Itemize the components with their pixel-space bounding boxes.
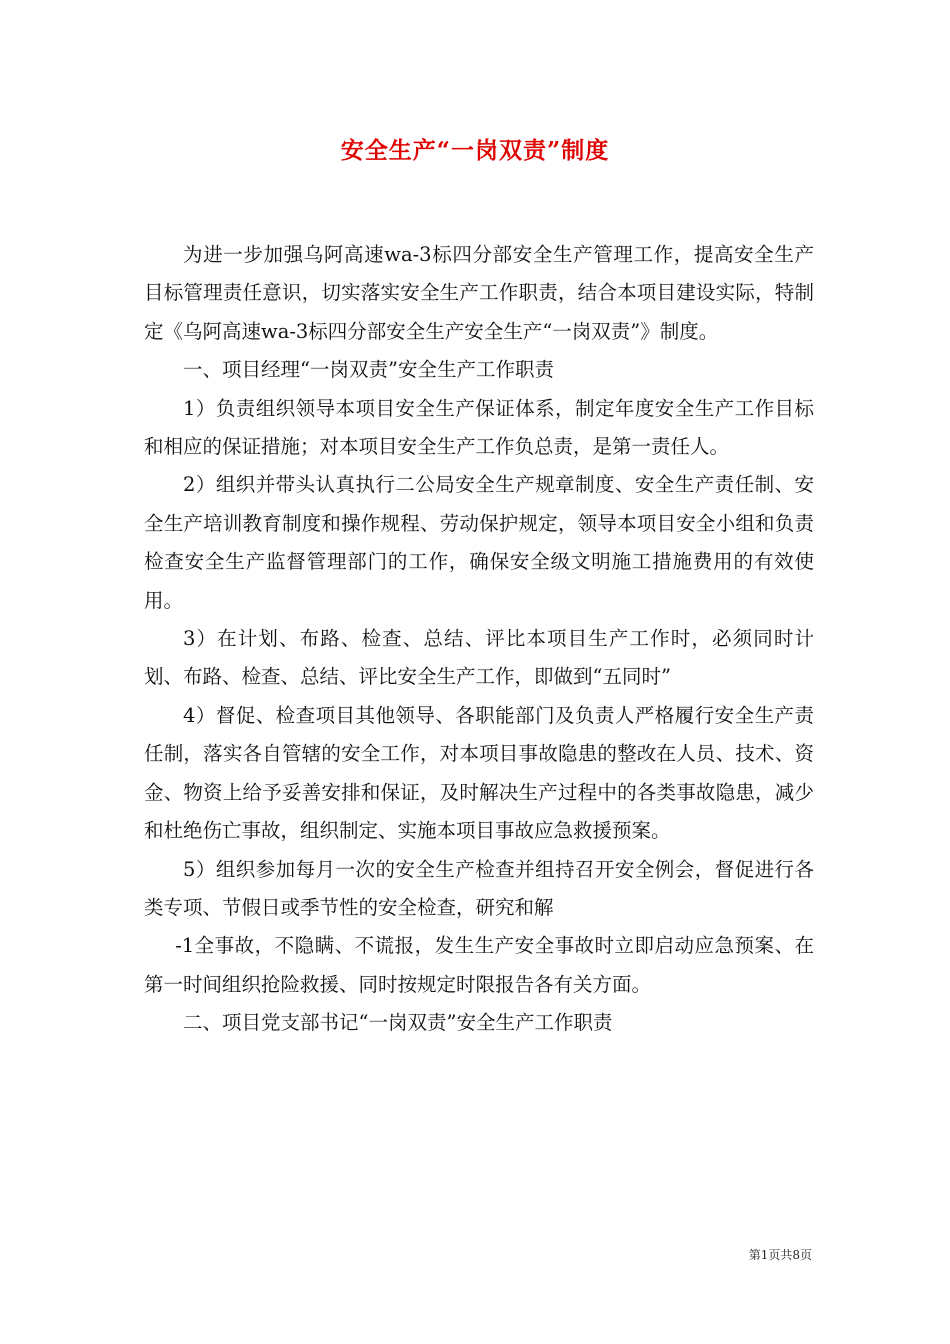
intro-paragraph: 为进一步加强乌阿高速wa-3标四分部安全生产管理工作，提高安全生产目标管理责任意识，切实落实安全生产工作职责，结合本项目建设实际，特制定《乌阿高速wa-3标四分部安全生产安全生产“一岗双责”》制度。 (144, 243, 814, 343)
duty-item-1: 1）负责组织领导本项目安全生产保证体系，制定年度安全生产工作目标和相应的保证措施；对本项目安全生产工作负总责，是第一责任人。 (144, 396, 814, 459)
duty-item-3: 3）在计划、布路、检查、总结、评比本项目生产工作时，必须同时计划、布路、检查、总结、评比安全生产工作，即做到“五同时” (144, 627, 814, 689)
duty-item-5: 5）组织参加每月一次的安全生产检查并组持召开安全例会，督促进行各类专项、节假日或季节性的安全检查，研究和解 (144, 857, 814, 919)
duty-item-2: 2）组织并带头认真执行二公局安全生产规章制度、安全生产责任制、安全生产培训教育制度和操作规程、劳动保护规定，领导本项目安全小组和负责检查安全生产监督管理部门的工作，确保安全级文明施工措施费用的有效使用。 (144, 473, 814, 612)
duty-item-5-continued: -1全事故，不隐瞒、不谎报，发生生产安全事故时立即启动应急预案、在第一时间组织抢险救援、同时按规定时限报告各有关方面。 (144, 934, 814, 996)
document-title: 安全生产“一岗双责”制度 (340, 137, 610, 164)
duty-item-4: 4）督促、检查项目其他领导、各职能部门及负责人严格履行安全生产责任制，落实各自管辖的安全工作，对本项目事故隐患的整改在人员、技术、资金、物资上给予妥善安排和保证，及时解决生产过程中的各类事故隐患，减少和杜绝伤亡事故，组织制定、实施本项目事故应急救援预案。 (144, 703, 814, 843)
section-heading-1: 一、项目经理“一岗双责”安全生产工作职责 (183, 358, 554, 382)
section-heading-2: 二、项目党支部书记“一岗双责”安全生产工作职责 (183, 1011, 613, 1035)
document-body (144, 236, 814, 1043)
page-number: 第1页共8页 (748, 1248, 812, 1262)
